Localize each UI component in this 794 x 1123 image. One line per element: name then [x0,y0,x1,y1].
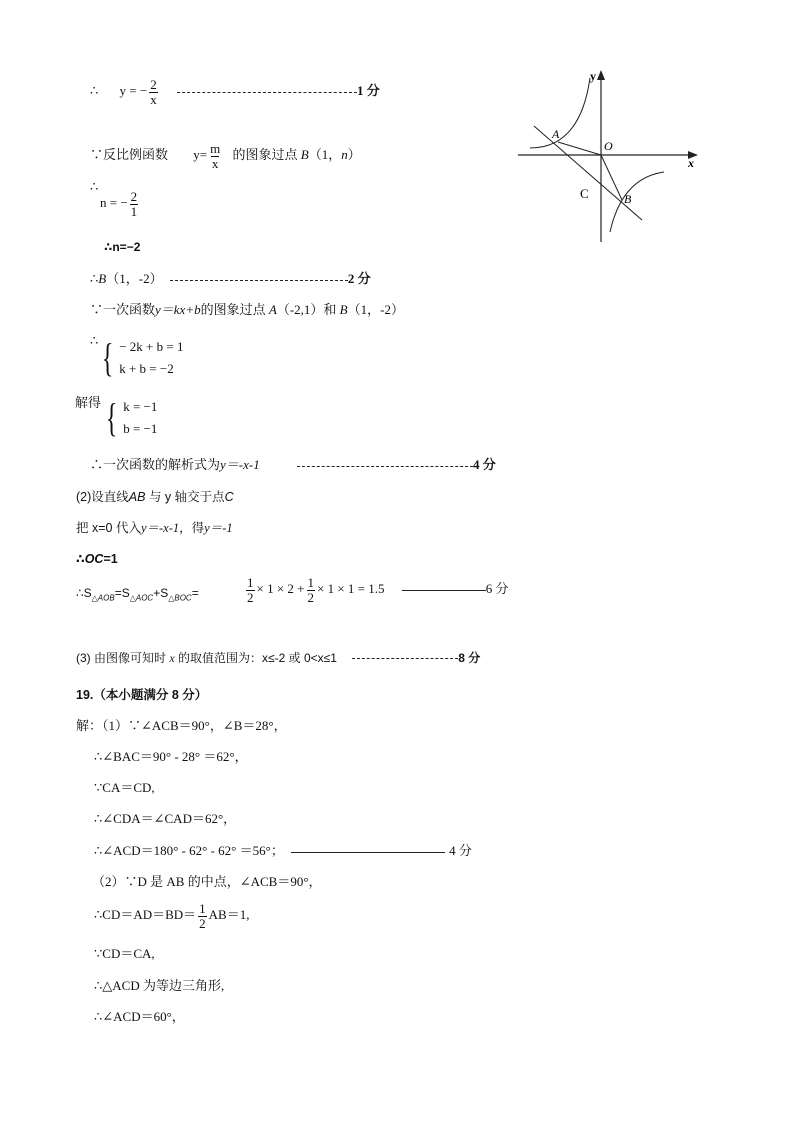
q19-line-1: 解：（1）∵∠ACB＝90°，∠B＝28°， [76,718,287,733]
q19-line-2: ∴∠BAC＝90° - 28° ＝62°， [94,749,248,764]
area-formula: $\frac{1}{2}$ × 1 × 2 + $\frac{1}{2}$ × 1 × 1 = 1.5 6 分 [247,575,509,605]
dash-leader [297,466,473,467]
q19-line-10: ∴∠ACD＝60°， [94,1009,185,1024]
hyperbola-branch-lower [610,172,664,232]
brace-icon: { [105,395,118,440]
equation-system-1: { − 2k + b = 1 k + b = −2 [101,335,184,380]
equation-text: y = − [119,83,148,99]
score-2: 2 分 [347,271,371,286]
label-o: O [604,139,613,153]
dash-leader [352,658,458,659]
line-area: $\therefore S_{\triangle AOB}=S_{\triangle AOC}+S_{\triangle BOC}=$ [76,586,199,603]
label-y: y [590,69,596,83]
dash-leader [177,92,357,93]
line-part2-intro: (2)设直线AB 与 y 轴交于点C [76,490,234,504]
label-x: x [688,156,694,170]
dash-leader [170,280,348,281]
fraction-2-1: $\frac{2}{1}$ [130,189,138,219]
equation-system-2: { k = −1 b = −1 [105,395,158,440]
score-6: 6 分 [485,581,509,597]
fraction-m-x: $\frac{m}{x}$ [210,141,221,171]
label-c: C [580,186,589,201]
hyperbola-branch-upper [530,78,590,148]
score-line [402,590,486,591]
q19-line-4: ∴∠CDA＝∠CAD＝62°， [94,811,237,826]
line-n-eq: n = − $\frac{2}{1}$ [100,189,138,219]
q19-line-9: ∴△ACD 为等边三角形, [94,978,225,993]
score-1: 1 分 [356,83,380,99]
line-part2-sub: 把 x=0 代入y＝-x-1，得y＝-1 [76,521,233,535]
line-oc: ∴OC=1 [76,552,118,566]
q19-line-3: ∵CA＝CD, [94,780,155,795]
fraction: $\frac{2}{x}$ [150,77,157,107]
q19-line-5: ∴∠ACD＝180° - 62° - 62° ＝56°； 4 分 [94,843,472,858]
brace-icon: { [101,335,114,380]
line-y-eq [90,78,380,106]
q19-line-8: ∵CD＝CA, [94,946,155,961]
score-4: 4 分 [472,457,496,472]
therefore-symbol: ∴ [90,83,99,99]
q19-line-6: （2）∵D 是 AB 的中点，∠ACB＝90°， [92,874,322,889]
label-a: A [552,127,560,141]
line-therefore-sym-2: ∴ [90,333,99,348]
line-linear-result: ∴一次函数的解析式为y＝-x-1 4 分 [90,457,496,472]
solve-label: 解得 [75,395,102,410]
line-therefore-sym: ∴ [90,179,99,194]
y-axis-arrow-icon [597,70,605,80]
q19-line-7: ∴CD＝AD＝BD＝ $\frac{1}{2}$ AB＝1, [94,901,250,931]
q19-title: 19.（本小题满分 8 分） [76,688,208,702]
score-8: 8 分 [458,651,481,665]
line-linear-func: ∵一次函数y＝kx+b的图象过点 A（-2,1）和 B（1，-2） [90,302,404,317]
score-4-q19: 4 分 [449,843,472,858]
line-n-result: ∴n=−2 [104,240,141,254]
line-inverse-func: ∵反比例函数 y= $\frac{m}{x}$ 的图象过点 B（1，n） [90,141,361,171]
line-b-coord: ∴B（1，-2） 2 分 [90,271,371,286]
line-part3: (3) 由图像可知时 x 的取值范围为：x≤-2 或 0<x≤1 8 分 [76,651,481,665]
function-graph-diagram [510,64,705,246]
score-line [291,852,445,853]
label-b: B [624,192,632,206]
